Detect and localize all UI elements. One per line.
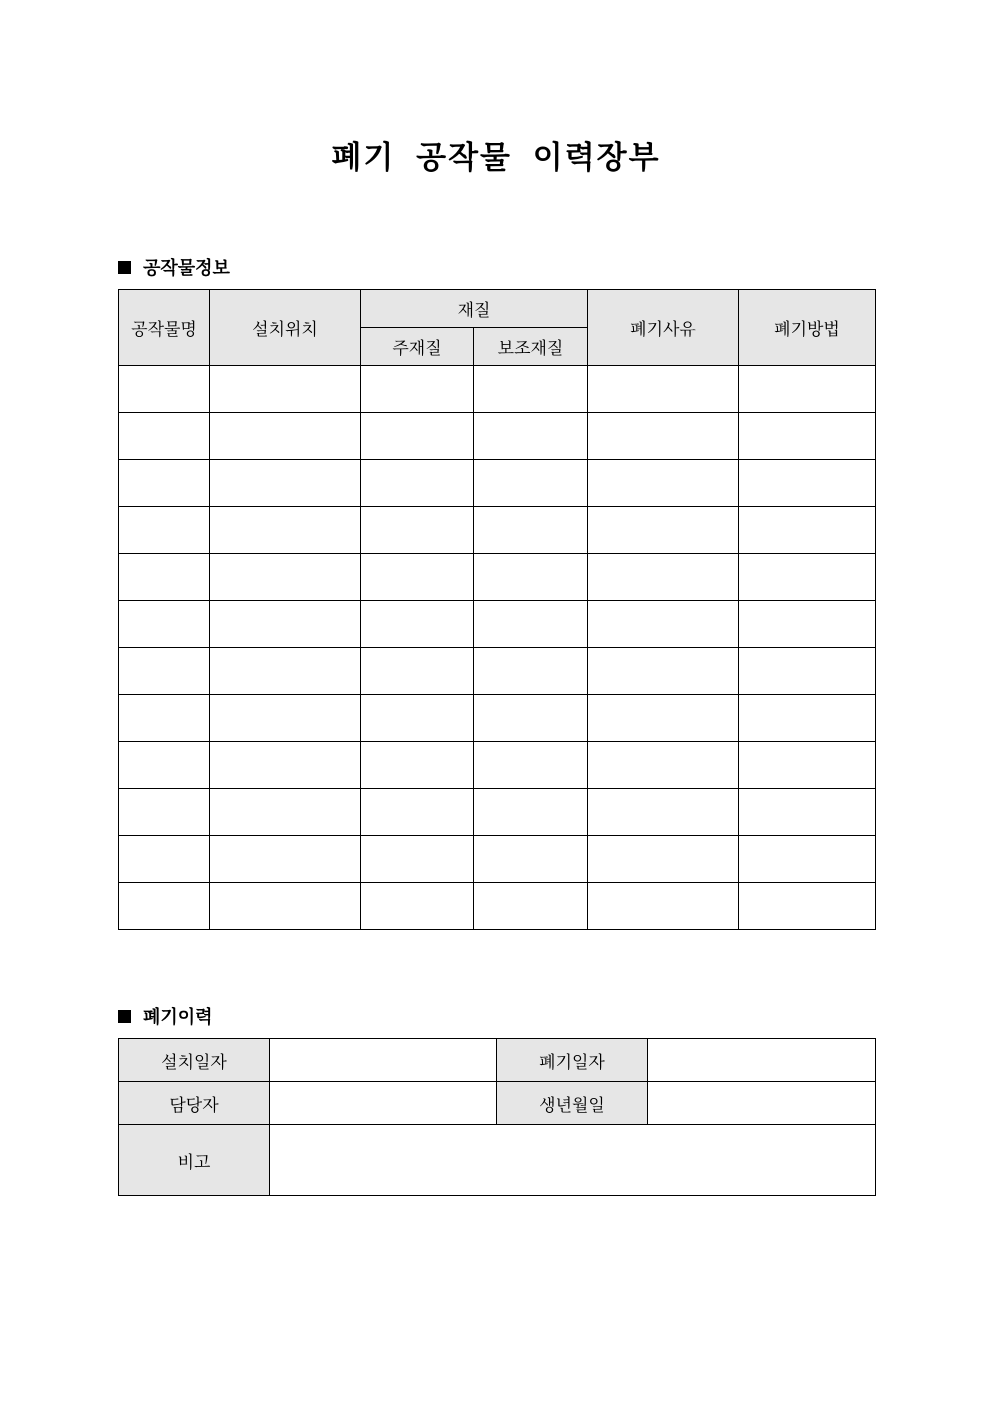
table-cell[interactable] (739, 366, 876, 413)
table-cell[interactable] (361, 460, 474, 507)
table-cell[interactable] (588, 789, 739, 836)
square-bullet-icon (118, 261, 131, 274)
page-title: 폐기 공작물 이력장부 (331, 140, 661, 176)
table-cell[interactable] (474, 366, 588, 413)
table-cell[interactable] (588, 883, 739, 930)
label-install-date: 설치일자 (119, 1039, 270, 1082)
table-cell[interactable] (474, 554, 588, 601)
table-cell[interactable] (588, 460, 739, 507)
table-cell[interactable] (474, 695, 588, 742)
header-sub-material: 보조재질 (474, 328, 588, 366)
table-cell[interactable] (361, 648, 474, 695)
table-row (119, 648, 876, 695)
manager-field[interactable] (270, 1082, 497, 1125)
table-cell[interactable] (588, 413, 739, 460)
section-heading-disposal-history (118, 1003, 213, 1029)
table-cell[interactable] (588, 742, 739, 789)
table-cell[interactable] (361, 883, 474, 930)
square-bullet-icon (118, 1010, 131, 1023)
table-cell[interactable] (588, 554, 739, 601)
table-cell[interactable] (210, 836, 361, 883)
table-cell[interactable] (119, 695, 210, 742)
table-cell[interactable] (119, 789, 210, 836)
table-cell[interactable] (119, 554, 210, 601)
table-row (119, 460, 876, 507)
table-cell[interactable] (474, 413, 588, 460)
table-cell[interactable] (588, 695, 739, 742)
table-cell[interactable] (361, 789, 474, 836)
table-row (119, 366, 876, 413)
header-main-material: 주재질 (361, 328, 474, 366)
table-cell[interactable] (739, 554, 876, 601)
work-info-rows (119, 366, 876, 930)
table-row (119, 413, 876, 460)
table-cell[interactable] (739, 507, 876, 554)
table-cell[interactable] (474, 601, 588, 648)
table-cell[interactable] (119, 460, 210, 507)
section-heading-label: 폐기이력 (143, 1007, 213, 1028)
table-cell[interactable] (210, 883, 361, 930)
table-cell[interactable] (739, 789, 876, 836)
table-row (119, 883, 876, 930)
section-heading-label: 공작물정보 (143, 258, 230, 279)
table-cell[interactable] (361, 507, 474, 554)
table-cell[interactable] (739, 413, 876, 460)
table-cell[interactable] (361, 366, 474, 413)
birth-date-field[interactable] (648, 1082, 876, 1125)
remarks-field[interactable] (270, 1125, 876, 1196)
table-cell[interactable] (474, 883, 588, 930)
table-cell[interactable] (474, 460, 588, 507)
disposal-date-field[interactable] (648, 1039, 876, 1082)
table-cell[interactable] (588, 507, 739, 554)
table-row (119, 789, 876, 836)
table-cell[interactable] (739, 460, 876, 507)
table-cell[interactable] (474, 507, 588, 554)
disposal-history-table (118, 1038, 876, 1196)
table-cell[interactable] (119, 413, 210, 460)
table-cell[interactable] (474, 789, 588, 836)
table-cell[interactable] (739, 742, 876, 789)
label-birth-date: 생년월일 (497, 1082, 648, 1125)
table-cell[interactable] (210, 601, 361, 648)
install-date-field[interactable] (270, 1039, 497, 1082)
table-cell[interactable] (361, 413, 474, 460)
table-cell[interactable] (119, 648, 210, 695)
table-cell[interactable] (588, 836, 739, 883)
label-manager: 담당자 (119, 1082, 270, 1125)
table-cell[interactable] (474, 836, 588, 883)
table-row (119, 742, 876, 789)
table-row (119, 554, 876, 601)
table-row (119, 507, 876, 554)
table-cell[interactable] (588, 648, 739, 695)
table-cell[interactable] (210, 554, 361, 601)
table-cell[interactable] (739, 695, 876, 742)
header-location: 설치위치 (210, 290, 361, 366)
table-cell[interactable] (210, 366, 361, 413)
header-material: 재질 (361, 290, 588, 328)
work-info-table (118, 289, 876, 930)
table-cell[interactable] (119, 507, 210, 554)
table-cell[interactable] (588, 601, 739, 648)
table-cell[interactable] (361, 836, 474, 883)
table-cell[interactable] (739, 883, 876, 930)
table-cell[interactable] (474, 648, 588, 695)
table-cell[interactable] (361, 601, 474, 648)
table-cell[interactable] (361, 554, 474, 601)
table-cell[interactable] (588, 366, 739, 413)
table-cell[interactable] (739, 836, 876, 883)
section-heading-work-info (118, 254, 230, 280)
table-cell[interactable] (739, 601, 876, 648)
header-name: 공작물명 (119, 290, 210, 366)
label-remarks: 비고 (119, 1125, 270, 1196)
table-cell[interactable] (119, 742, 210, 789)
table-cell[interactable] (119, 836, 210, 883)
table-cell[interactable] (210, 413, 361, 460)
table-cell[interactable] (474, 742, 588, 789)
table-cell[interactable] (210, 695, 361, 742)
table-cell[interactable] (739, 648, 876, 695)
table-cell[interactable] (210, 789, 361, 836)
label-disposal-date: 폐기일자 (497, 1039, 648, 1082)
table-cell[interactable] (119, 883, 210, 930)
table-cell[interactable] (210, 460, 361, 507)
table-cell[interactable] (361, 742, 474, 789)
table-row (119, 836, 876, 883)
table-cell[interactable] (210, 507, 361, 554)
header-reason: 폐기사유 (588, 290, 739, 366)
table-cell[interactable] (210, 742, 361, 789)
table-cell[interactable] (119, 366, 210, 413)
table-row (119, 601, 876, 648)
table-row (119, 695, 876, 742)
table-cell[interactable] (210, 648, 361, 695)
table-cell[interactable] (361, 695, 474, 742)
table-cell[interactable] (119, 601, 210, 648)
header-method: 폐기방법 (739, 290, 876, 366)
